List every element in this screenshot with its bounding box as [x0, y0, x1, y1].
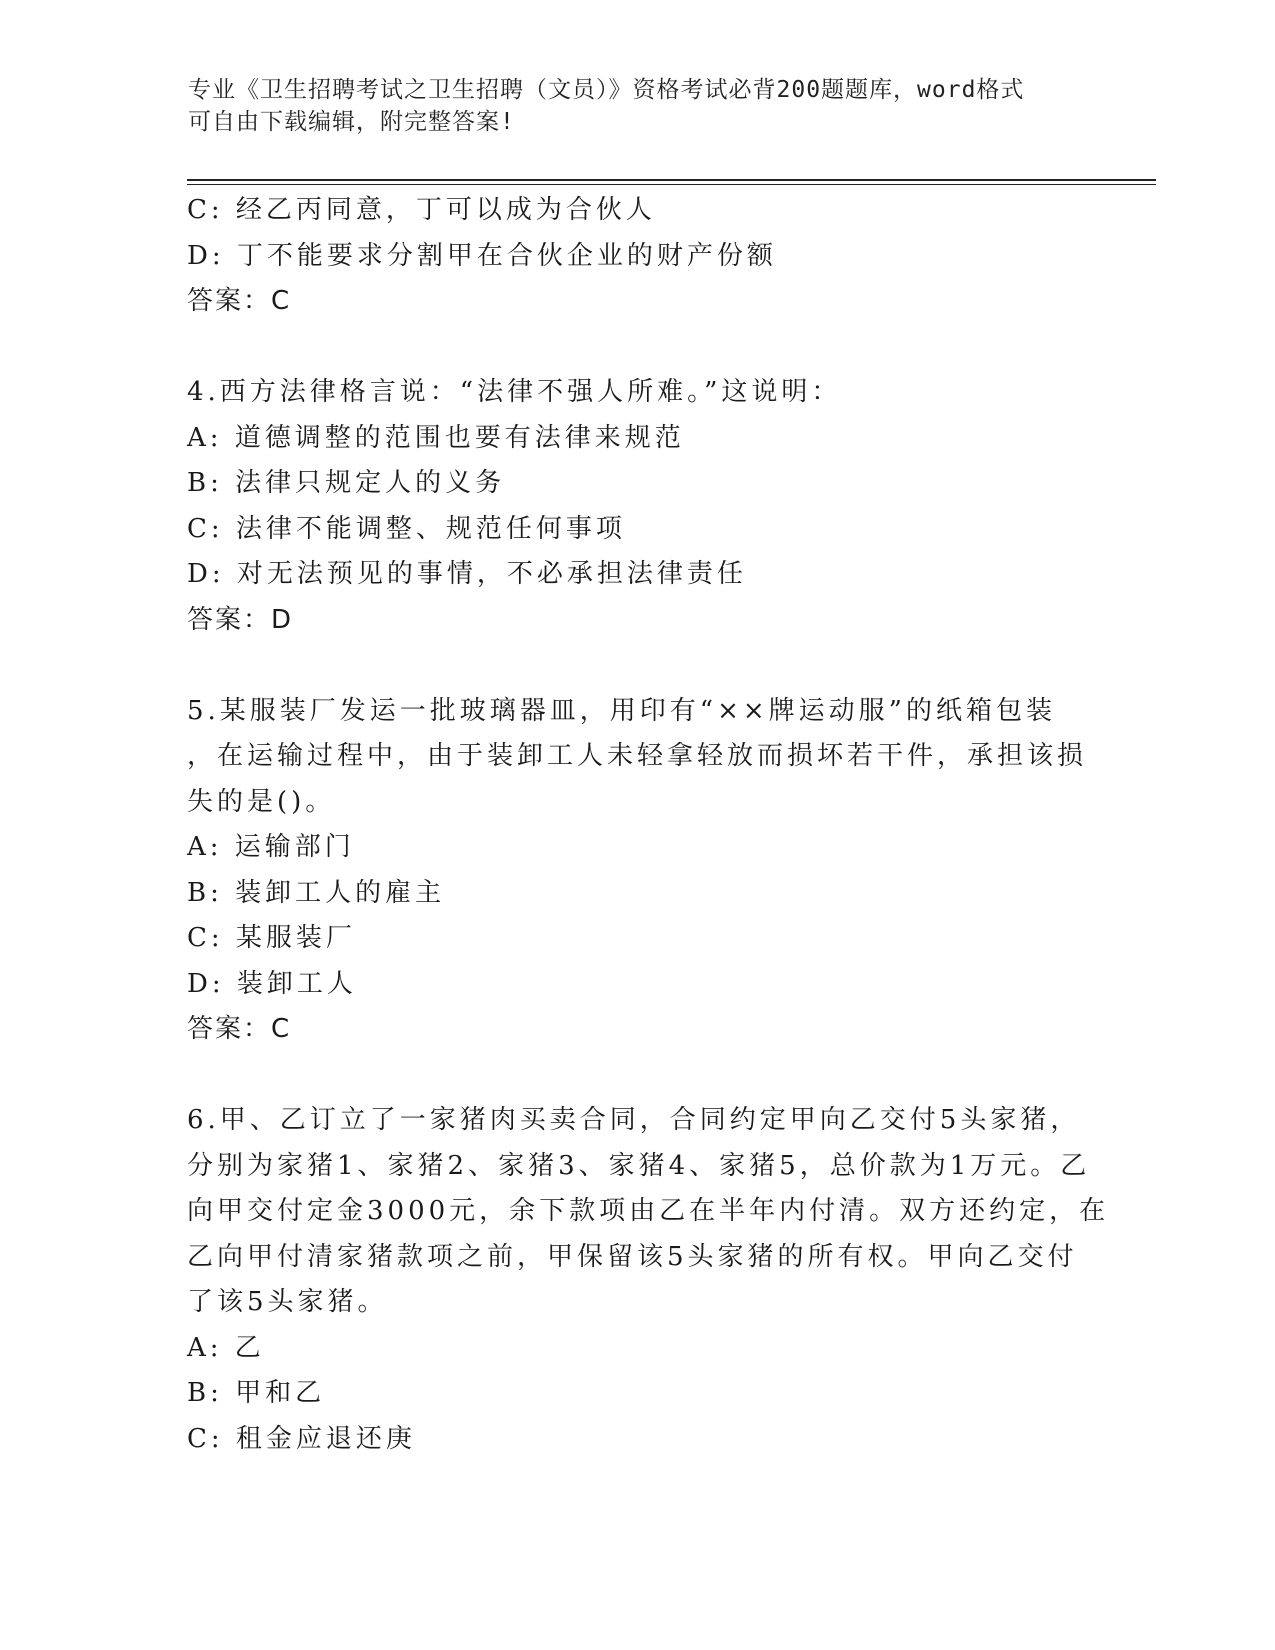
option-c: C: 经乙丙同意，丁可以成为合伙人 [187, 195, 656, 225]
spacer [187, 325, 1087, 371]
question-stem: 4.西方法律格言说：“法律不强人所难。”这说明： [187, 377, 842, 407]
question-stem-line-2: ，在运输过程中，由于装卸工人未轻拿轻放而损坏若干件，承担该损 [187, 741, 1088, 771]
question-block-5 [187, 689, 1087, 1053]
answer-line: 答案：D [187, 604, 294, 635]
document-header [188, 74, 1068, 138]
option-d: D: 丁不能要求分割甲在合伙企业的财产份额 [187, 240, 777, 271]
question-block-6 [187, 1098, 1110, 1462]
option-b: B: 甲和乙 [187, 1378, 326, 1408]
question-stem-line-1: 5.某服装厂发运一批玻璃器皿，用印有“××牌运动服”的纸箱包装 [187, 695, 1056, 726]
question-block-3 [187, 188, 1087, 325]
question-stem-line-3: 失的是()。 [187, 786, 336, 817]
header-divider-thick [187, 179, 1156, 181]
spacer [187, 1053, 1087, 1099]
question-stem-line-5: 了该5头家猪。 [187, 1287, 388, 1317]
question-stem-line-3: 向甲交付定金3000元，余下款项由乙在半年内付清。双方还约定，在 [187, 1196, 1110, 1226]
question-stem-line-4: 乙向甲付清家猪款项之前，甲保留该5头家猪的所有权。甲向乙交付 [187, 1241, 1078, 1272]
option-c: C: 某服装厂 [187, 923, 356, 953]
header-title-line-2: 可自由下载编辑，附完整答案! [188, 109, 515, 135]
option-b: B: 装卸工人的雇主 [187, 877, 446, 908]
answer-line: 答案：C [187, 286, 292, 316]
question-stem-line-2: 分别为家猪1、家猪2、家猪3、家猪4、家猪5，总价款为1万元。乙 [187, 1150, 1091, 1181]
option-a: A: 乙 [187, 1332, 265, 1363]
option-c: C: 租金应退还庚 [187, 1423, 416, 1454]
header-divider-thin [187, 184, 1156, 185]
option-c: C: 法律不能调整、规范任何事项 [187, 513, 626, 544]
option-d: D: 对无法预见的事情，不必承担法律责任 [187, 559, 747, 589]
question-block-4 [187, 370, 1087, 643]
option-a: A: 运输部门 [187, 832, 355, 862]
option-a: A: 道德调整的范围也要有法律来规范 [187, 422, 685, 453]
option-b: B: 法律只规定人的义务 [187, 468, 506, 498]
question-stem-line-1: 6.甲、乙订立了一家猪肉买卖合同，合同约定甲向乙交付5头家猪， [187, 1105, 1081, 1135]
spacer [187, 643, 1087, 689]
header-title-line-1: 专业《卫生招聘考试之卫生招聘（文员）》资格考试必背200题题库，word格式 [188, 77, 1025, 103]
answer-line: 答案：C [187, 1014, 292, 1044]
option-d: D: 装卸工人 [187, 968, 357, 999]
question-list [187, 188, 1110, 1462]
